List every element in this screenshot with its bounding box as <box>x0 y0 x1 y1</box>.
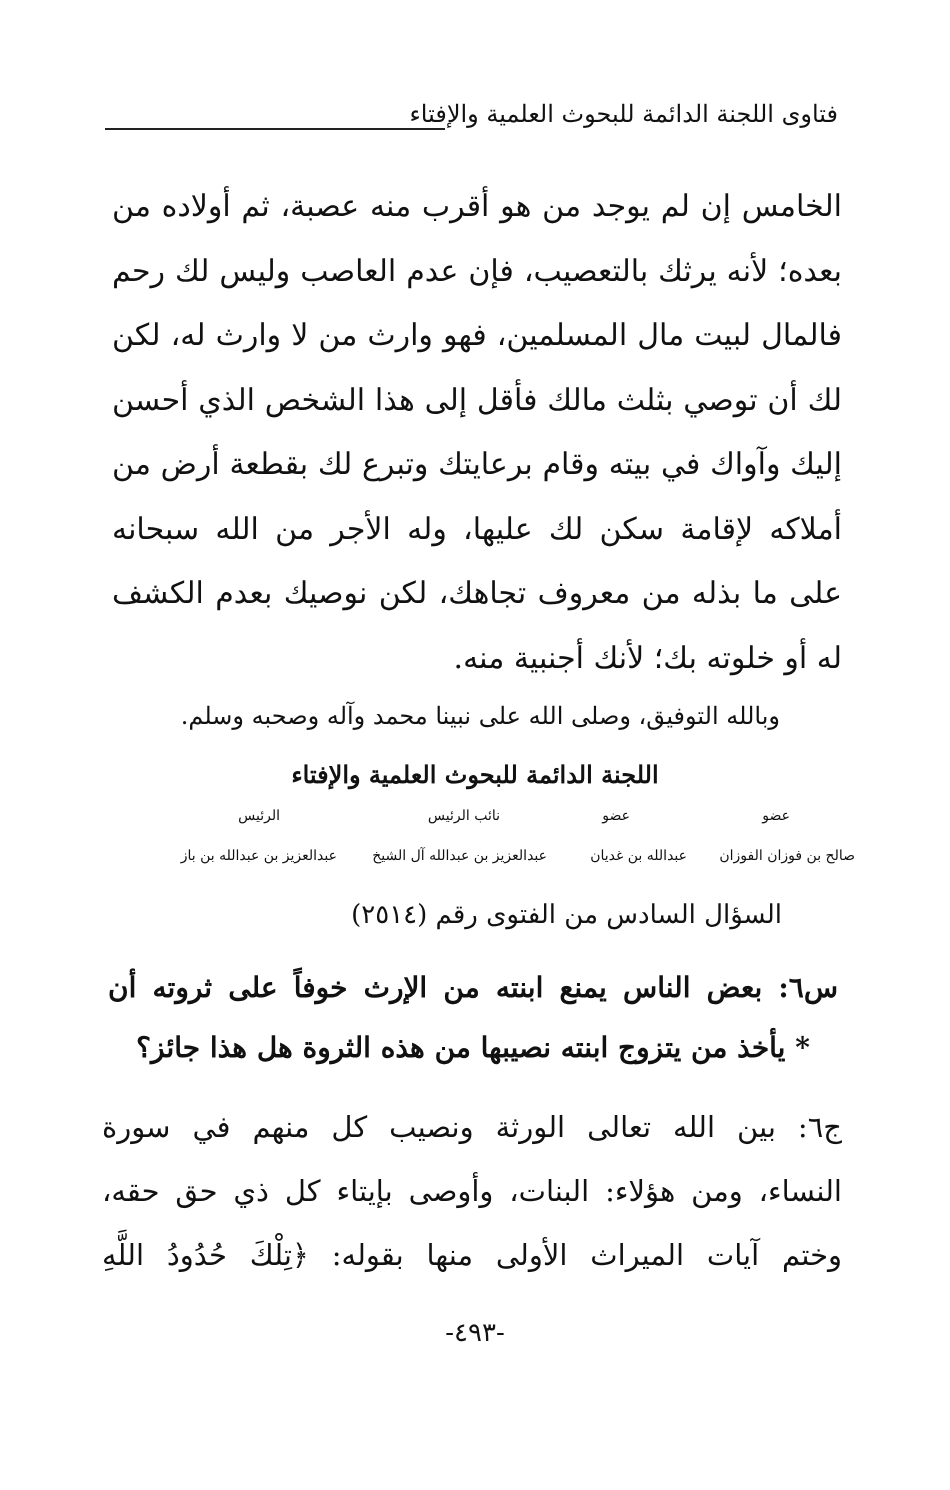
answer-block <box>102 1095 842 1287</box>
answer-line: وختم آيات الميراث الأولى منها بقوله: ﴿تِلْكَ حُدُودُ اللَّهِ <box>102 1238 842 1272</box>
question-line: س٦: بعض الناس يمنع ابنته من الإرث خوفاً على ثروته أن <box>108 971 838 1004</box>
page-number: -٤٩٣- <box>445 1318 505 1348</box>
question-line: * يأخذ من يتزوج ابنته نصيبها من هذه الثروة هل هذا جائز؟ <box>136 1031 810 1064</box>
header-rule <box>105 128 445 130</box>
signatory-title: عضو <box>762 808 790 824</box>
signatory-name: عبدالعزيز بن عبدالله بن باز <box>180 848 337 864</box>
signatory-titles <box>120 808 830 838</box>
signatory-names <box>120 848 855 878</box>
signatory-name: صالح بن فوزان الفوزان <box>719 848 855 864</box>
answer-line: ج٦: بين الله تعالى الورثة ونصيب كل منهم في سورة <box>102 1110 842 1144</box>
signatory-name: عبدالله بن غديان <box>590 848 687 864</box>
signatory-name: عبدالعزيز بن عبدالله آل الشيخ <box>372 848 547 864</box>
running-header: فتاوى اللجنة الدائمة للبحوث العلمية والإفتاء <box>409 100 838 128</box>
signatory-title: نائب الرئيس <box>427 808 500 824</box>
body-paragraph: الخامس إن لم يوجد من هو أقرب منه عصبة، ثم أولاده من بعده؛ لأنه يرثك بالتعصيب، فإن عدم العاصب وليس لك رحم فالمال لبيت مال المسلمين، فهو وارث من لا وارث له، لكن لك أن توصي بثلث مالك فأقل إلى هذا الشخص الذي أحسن إليك وآواك في بيته وقام برعايتك وتبرع لك بقطعة أرض من أملاكه لإقامة سكن لك عليها، وله الأجر من الله سبحانه على ما بذله من معروف تجاهك، لكن نوصيك بعدم الكشف له أو خلوته بك؛ لأنك أجنبية منه. <box>112 189 842 676</box>
answer-line: النساء، ومن هؤلاء: البنات، وأوصى بإيتاء كل ذي حق حقه، <box>102 1174 842 1208</box>
signatory-title: الرئيس <box>238 808 280 824</box>
fatwa-heading: السؤال السادس من الفتوى رقم (٢٥١٤) <box>351 900 782 930</box>
body-text <box>112 175 842 691</box>
signatory-title: عضو <box>602 808 630 824</box>
question-block <box>108 958 838 1078</box>
closing-prayer: وبالله التوفيق، وصلى الله على نبينا محمد وآله وصحبه وسلم. <box>180 702 780 730</box>
committee-name: اللجنة الدائمة للبحوث العلمية والإفتاء <box>291 760 659 789</box>
